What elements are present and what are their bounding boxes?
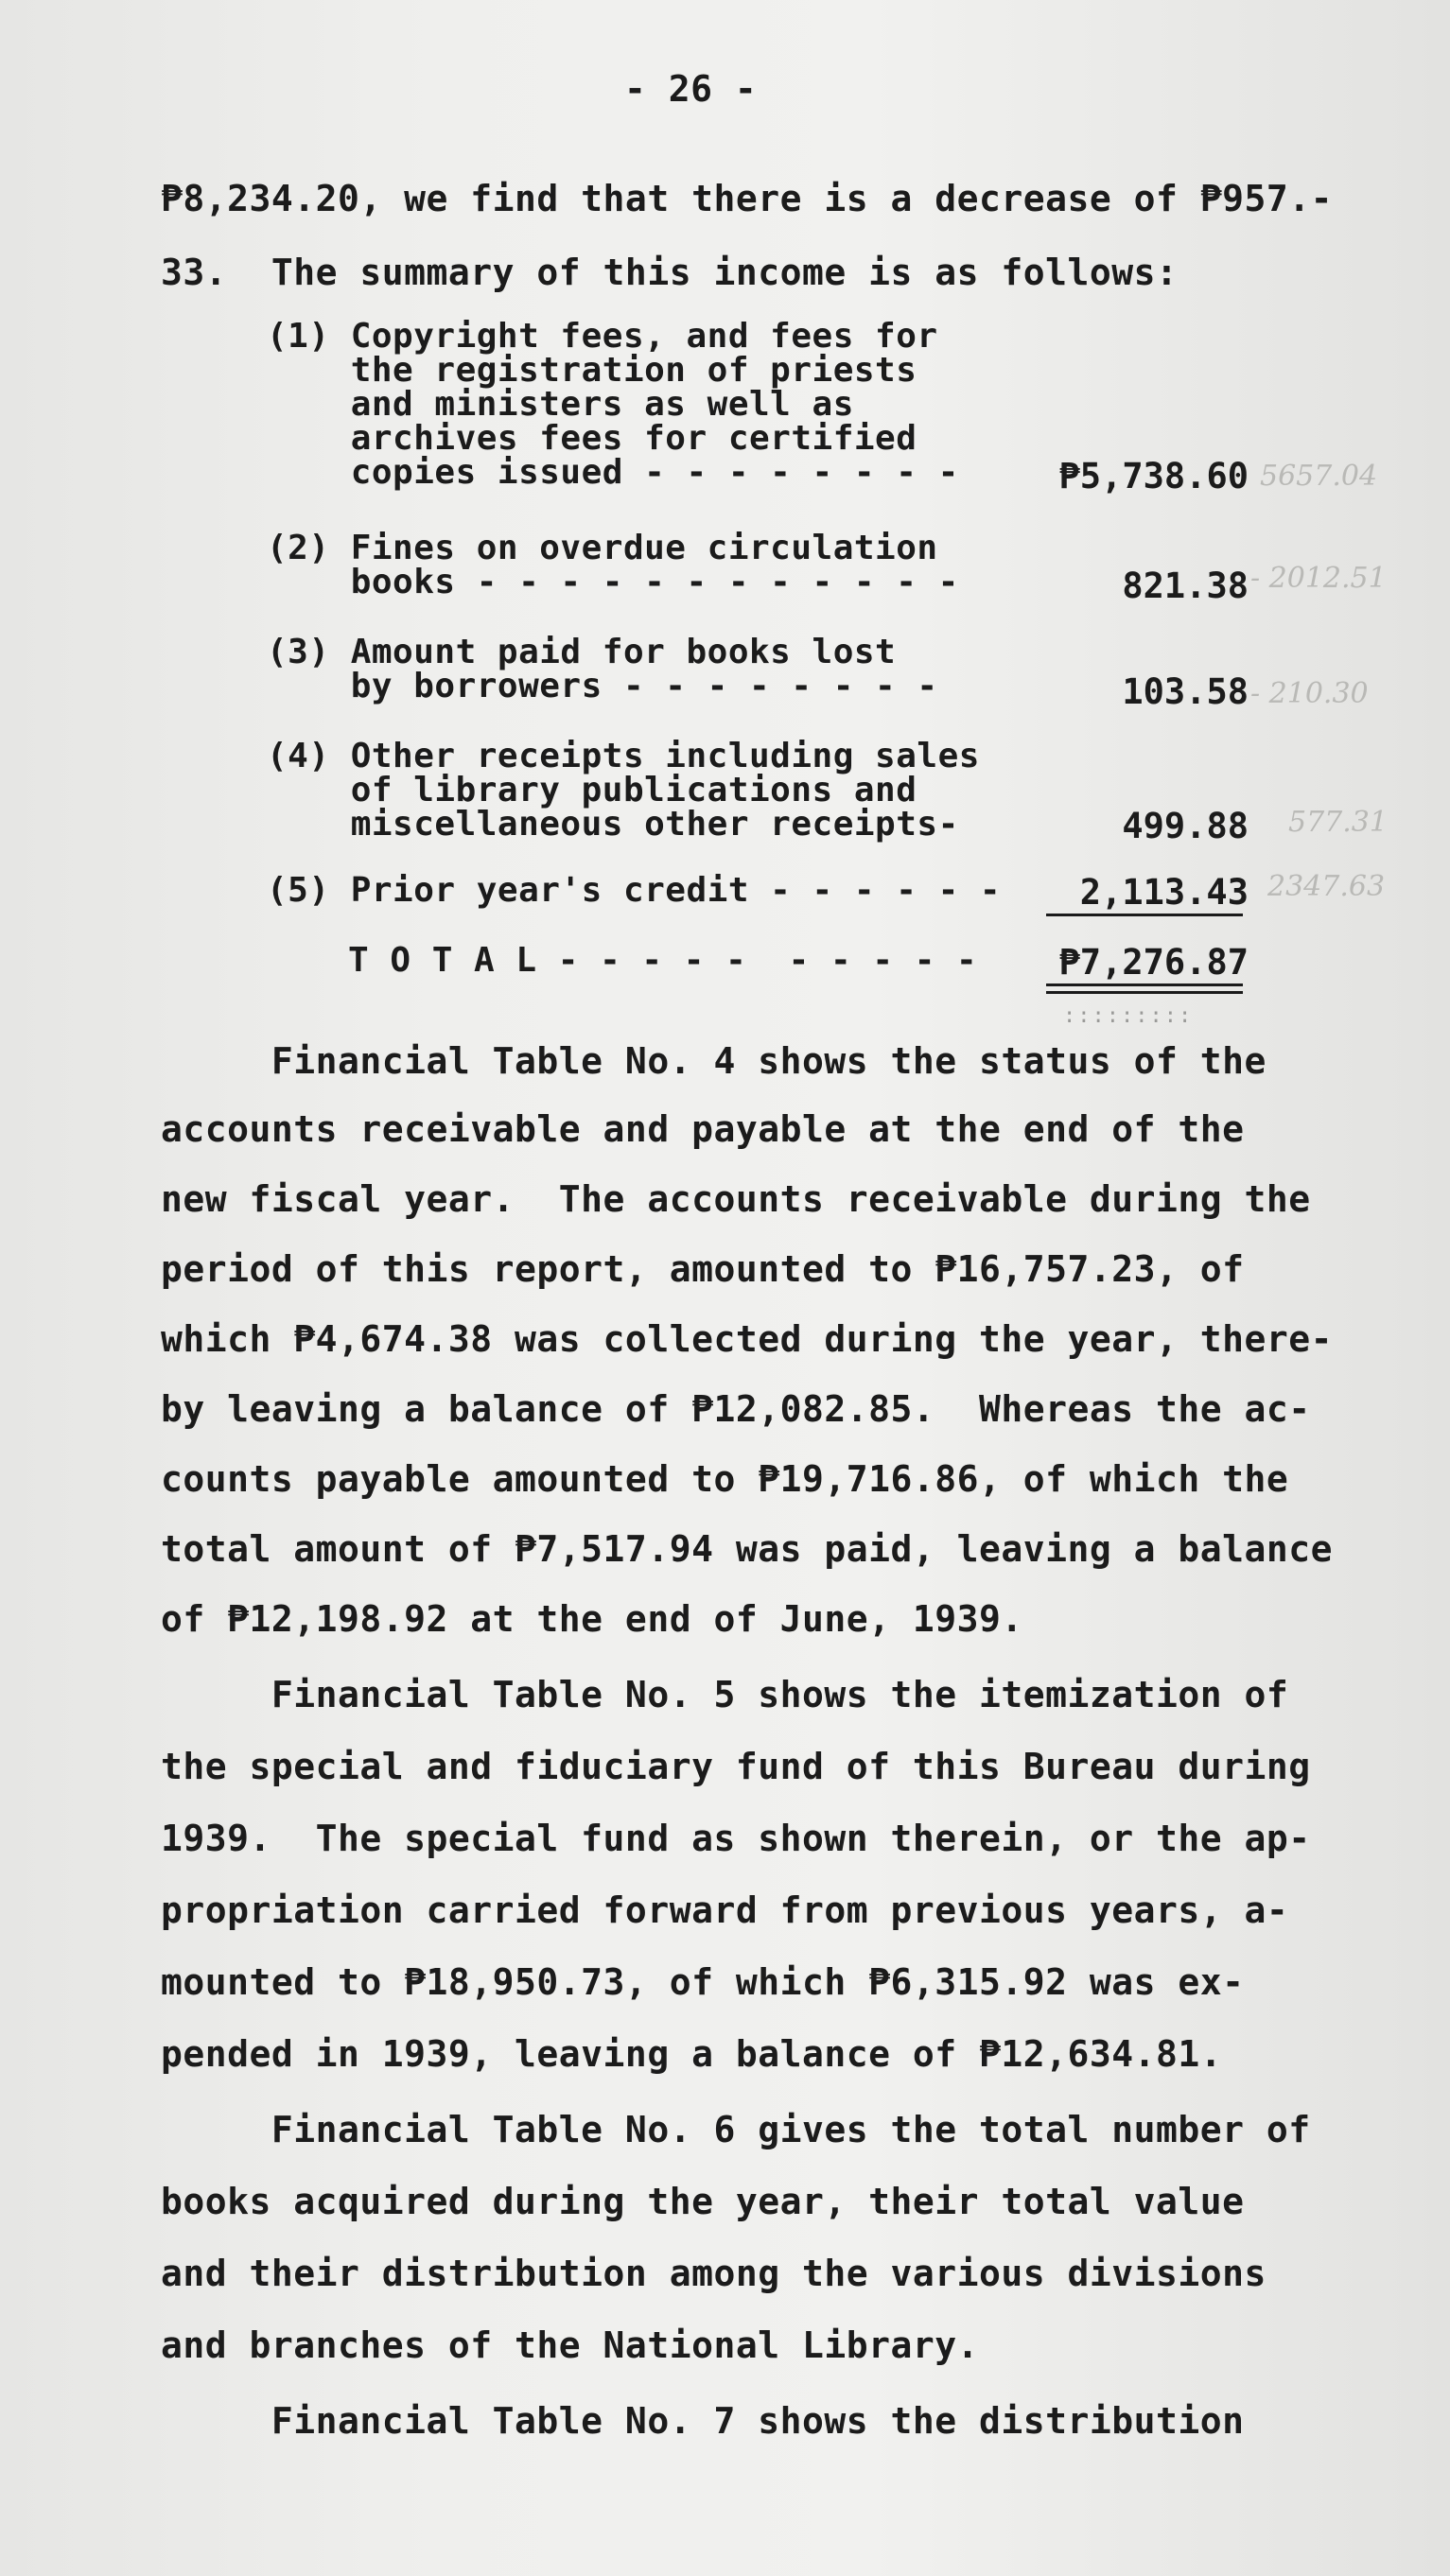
text-line: period of this report, amounted to ₱16,757.23, of bbox=[161, 1248, 1245, 1290]
text-line: 33. The summary of this income is as follows: bbox=[161, 252, 1179, 293]
income-item-line: (1) Copyright fees, and fees for bbox=[267, 317, 938, 356]
text-line: Financial Table No. 5 shows the itemization of bbox=[161, 1674, 1289, 1715]
income-amount: ₱5,738.60 bbox=[1058, 456, 1249, 496]
text-line: Financial Table No. 7 shows the distribution bbox=[161, 2400, 1245, 2442]
income-item-line: archives fees for certified bbox=[267, 419, 917, 458]
income-item-line: the registration of priests bbox=[267, 351, 917, 390]
income-item-line: (4) Other receipts including sales bbox=[267, 737, 980, 775]
subtotal-rule bbox=[1046, 914, 1243, 916]
text-line: new fiscal year. The accounts receivable during the bbox=[161, 1178, 1311, 1220]
total-double-rule-bottom bbox=[1046, 991, 1243, 994]
text-line: 1939. The special fund as shown therein, or the ap- bbox=[161, 1818, 1311, 1859]
text-line: propriation carried forward from previous years, a- bbox=[161, 1889, 1289, 1931]
text-line: accounts receivable and payable at the end of the bbox=[161, 1108, 1245, 1150]
text-line: mounted to ₱18,950.73, of which ₱6,315.92 was ex- bbox=[161, 1961, 1245, 2003]
text-line: ₱8,234.20, we find that there is a decrease of ₱957.- bbox=[161, 178, 1334, 219]
total-double-rule-top bbox=[1046, 983, 1243, 986]
income-amount: 821.38 bbox=[1122, 566, 1249, 606]
income-item-line: miscellaneous other receipts- bbox=[267, 805, 959, 844]
text-line: Financial Table No. 6 gives the total number of bbox=[161, 2109, 1311, 2150]
income-amount: 2,113.43 bbox=[1079, 872, 1249, 913]
income-amount: 103.58 bbox=[1122, 671, 1249, 712]
handwritten-note: 2347.63 bbox=[1267, 870, 1386, 903]
handwritten-note: - 2012.51 bbox=[1250, 562, 1387, 595]
text-line: which ₱4,674.38 was collected during the year, there- bbox=[161, 1318, 1334, 1360]
text-line: and their distribution among the various divisions bbox=[161, 2253, 1267, 2294]
text-line: total amount of ₱7,517.94 was paid, leaving a balance bbox=[161, 1528, 1334, 1570]
income-item-line: of library publications and bbox=[267, 771, 917, 809]
page-number: - 26 - bbox=[624, 68, 758, 110]
text-line: pended in 1939, leaving a balance of ₱12,634.81. bbox=[161, 2033, 1223, 2075]
income-amount: 499.88 bbox=[1122, 806, 1249, 846]
handwritten-note: 577.31 bbox=[1288, 806, 1388, 839]
income-item-line: by borrowers - - - - - - - - bbox=[267, 667, 938, 705]
text-line: the special and fiduciary fund of this Bureau during bbox=[161, 1746, 1311, 1787]
income-item-line: (2) Fines on overdue circulation bbox=[267, 529, 938, 567]
income-item-line: (5) Prior year's credit - - - - - - bbox=[267, 871, 1002, 910]
total-amount: ₱7,276.87 bbox=[1058, 942, 1249, 983]
income-item-line: (3) Amount paid for books lost bbox=[267, 633, 897, 671]
handwritten-note: - 210.30 bbox=[1250, 677, 1369, 710]
text-line: by leaving a balance of ₱12,082.85. Whereas the ac- bbox=[161, 1388, 1311, 1430]
text-line: of ₱12,198.92 at the end of June, 1939. bbox=[161, 1598, 1023, 1640]
text-line: Financial Table No. 4 shows the status of the bbox=[161, 1040, 1267, 1082]
total-label: T O T A L - - - - - - - - - - bbox=[348, 941, 978, 980]
text-line: and branches of the National Library. bbox=[161, 2324, 979, 2366]
income-item-line: and ministers as well as bbox=[267, 385, 854, 424]
text-line: counts payable amounted to ₱19,716.86, of which the bbox=[161, 1458, 1289, 1500]
text-line: books acquired during the year, their total value bbox=[161, 2181, 1245, 2222]
income-item-line: copies issued - - - - - - - - bbox=[267, 453, 959, 492]
income-item-line: books - - - - - - - - - - - - bbox=[267, 563, 959, 601]
total-dots: ::::::::: bbox=[1063, 1004, 1194, 1028]
handwritten-note: 5657.04 bbox=[1260, 460, 1378, 493]
